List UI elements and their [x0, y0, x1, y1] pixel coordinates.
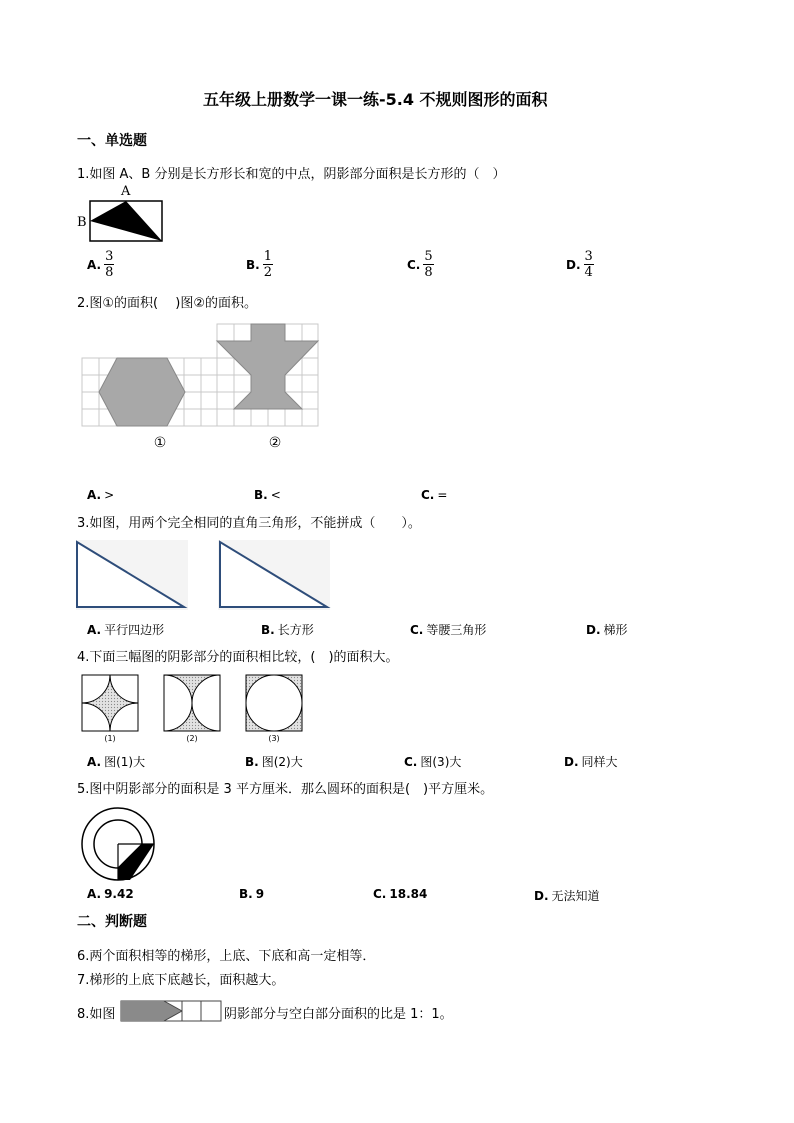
- q8-figure-strip: [120, 1000, 223, 1022]
- q4-option-a[interactable]: A. 图(1)大: [87, 754, 146, 769]
- question-4: [77, 646, 399, 665]
- figure-label-1: ①: [153, 435, 167, 451]
- q5-option-c[interactable]: C. 18.84: [373, 887, 428, 901]
- question-8-text: 阴影部分与空白部分面积的比是 1：1。: [224, 1007, 453, 1022]
- q1-label-b: B: [77, 215, 87, 230]
- question-number: 8.: [77, 1007, 90, 1022]
- question-text: 如图 A、B 分别是长方形长和宽的中点，阴影部分面积是长方形的（ ）: [89, 167, 506, 182]
- question-number: 4.: [77, 650, 90, 665]
- question-2: [77, 292, 257, 311]
- page-title: 五年级上册数学一课一练-5.4 不规则图形的面积: [203, 90, 548, 109]
- q2-figure-grids: [80, 322, 320, 452]
- question-1: [77, 163, 505, 182]
- q2-option-a[interactable]: A. >: [87, 488, 115, 502]
- fraction: $\frac{1}{2}$: [263, 249, 272, 280]
- question-number: 5.: [77, 782, 90, 797]
- q4-option-b[interactable]: B. 图(2)大: [245, 754, 303, 769]
- question-7: [77, 969, 284, 988]
- grid-2: [217, 324, 318, 426]
- question-text: 图①的面积( )图②的面积。: [89, 296, 257, 311]
- question-number: 3.: [77, 516, 90, 531]
- figure-label-2: (2): [186, 734, 198, 743]
- figure-label-2: ②: [268, 435, 282, 451]
- section-heading-true-false: 二、判断题: [77, 914, 147, 930]
- q2-option-c[interactable]: C. =: [421, 488, 448, 502]
- figure-label-1: (1): [104, 734, 116, 743]
- q1-option-c[interactable]: C. $\frac{5}{8}$: [407, 249, 433, 280]
- question-number: 2.: [77, 296, 90, 311]
- q1-option-a[interactable]: A. $\frac{3}{8}$: [87, 249, 114, 280]
- q3-option-c[interactable]: C. 等腰三角形: [410, 622, 487, 637]
- question-5: [77, 778, 493, 797]
- figure-label-3: (3): [268, 734, 280, 743]
- question-3: [77, 512, 421, 531]
- fraction: $\frac{3}{8}$: [105, 249, 114, 280]
- q2-option-b[interactable]: B. <: [254, 488, 281, 502]
- q3-option-a[interactable]: A. 平行四边形: [87, 622, 165, 637]
- q5-option-d[interactable]: D. 无法知道: [534, 888, 600, 903]
- question-text: 下面三幅图的阴影部分的面积相比较，( )的面积大。: [89, 650, 399, 665]
- q4-option-c[interactable]: C. 图(3)大: [404, 754, 462, 769]
- q5-option-b[interactable]: B. 9: [239, 887, 265, 901]
- question-text-before: 如图: [89, 1007, 116, 1022]
- fraction: $\frac{5}{8}$: [424, 249, 433, 280]
- grid-1: [82, 358, 217, 426]
- question-6: [77, 945, 375, 964]
- figure-1: [82, 675, 138, 731]
- section-heading-single-choice: 一、单选题: [77, 133, 147, 149]
- question-number: 1.: [77, 167, 90, 182]
- figure-2: [164, 675, 220, 731]
- question-text: 两个面积相等的梯形，上底、下底和高一定相等．: [89, 949, 376, 964]
- hexagon-shape: [99, 358, 185, 426]
- question-number: 6.: [77, 949, 90, 964]
- q5-figure-annulus: [78, 806, 158, 882]
- q3-figure-triangles: [76, 540, 332, 610]
- q5-option-a[interactable]: A. 9.42: [87, 887, 134, 901]
- fraction: $\frac{3}{4}$: [584, 249, 593, 280]
- question-text: 如图，用两个完全相同的直角三角形，不能拼成（ ）。: [89, 516, 421, 531]
- question-text: 梯形的上底下底越长，面积越大。: [89, 973, 285, 988]
- q3-option-b[interactable]: B. 长方形: [261, 622, 314, 637]
- question-number: 7.: [77, 973, 90, 988]
- question-text: 图中阴影部分的面积是 3 平方厘米．那么圆环的面积是( )平方厘米。: [89, 782, 494, 797]
- q3-option-d[interactable]: D. 梯形: [586, 622, 628, 637]
- q4-figures: [80, 673, 305, 745]
- q1-figure-rectangle: [76, 183, 168, 247]
- q1-option-d[interactable]: D. $\frac{3}{4}$: [566, 249, 593, 280]
- figure-3: [246, 675, 302, 731]
- question-8: [77, 1003, 115, 1022]
- q1-option-b[interactable]: B. $\frac{1}{2}$: [246, 249, 272, 280]
- q4-option-d[interactable]: D. 同样大: [564, 754, 618, 769]
- q1-label-a: A: [121, 184, 131, 199]
